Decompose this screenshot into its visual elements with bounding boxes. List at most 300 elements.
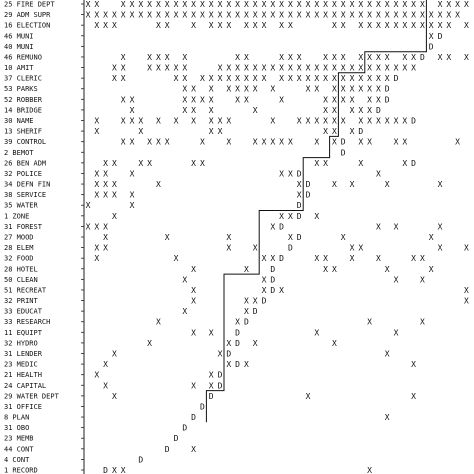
diagonal-mark: D	[208, 391, 214, 401]
x-mark: X	[199, 10, 205, 20]
x-mark: X	[331, 10, 337, 20]
x-mark: X	[191, 116, 197, 126]
x-mark: X	[252, 84, 258, 94]
x-mark: X	[411, 0, 417, 9]
x-mark: X	[182, 74, 188, 84]
x-mark: X	[120, 74, 126, 84]
x-mark: X	[463, 296, 469, 306]
row-label: 29 WATER DEPT	[4, 392, 59, 401]
x-mark: X	[191, 95, 197, 105]
x-mark: X	[243, 0, 249, 9]
x-mark: X	[375, 84, 381, 94]
x-mark: X	[103, 10, 109, 20]
x-mark: X	[120, 52, 126, 62]
x-mark: X	[331, 52, 337, 62]
diagonal-mark: D	[261, 296, 267, 306]
x-mark: X	[182, 0, 188, 9]
x-mark: X	[243, 10, 249, 20]
x-mark: X	[191, 328, 197, 338]
x-mark: X	[331, 105, 337, 115]
x-mark: X	[393, 137, 399, 147]
x-mark: X	[287, 169, 293, 179]
x-mark: X	[340, 84, 346, 94]
x-mark: X	[384, 349, 390, 359]
row-label: 25 FIRE DEPT	[4, 0, 55, 9]
x-mark: X	[349, 84, 355, 94]
x-mark: X	[226, 137, 232, 147]
x-mark: X	[323, 52, 329, 62]
row-label: 14 BRIDGE	[4, 106, 42, 115]
x-mark: X	[375, 169, 381, 179]
x-mark: X	[402, 137, 408, 147]
diagonal-mark: D	[235, 360, 241, 370]
x-mark: X	[155, 21, 161, 31]
x-mark: X	[287, 211, 293, 221]
x-mark: X	[261, 74, 267, 84]
x-mark: X	[243, 264, 249, 274]
x-mark: X	[375, 21, 381, 31]
row-label: 16 ELECTION	[4, 21, 51, 30]
x-mark: X	[375, 52, 381, 62]
x-mark: X	[296, 0, 302, 9]
x-mark: X	[111, 180, 117, 190]
row-label: 33 RESEARCH	[4, 318, 51, 327]
x-mark: X	[208, 328, 214, 338]
x-mark: X	[463, 243, 469, 253]
x-mark: X	[358, 0, 364, 9]
x-mark: X	[287, 233, 293, 242]
x-mark: X	[367, 317, 373, 327]
x-mark: X	[252, 137, 258, 147]
x-mark: X	[235, 74, 241, 84]
x-mark: X	[393, 328, 399, 338]
row-label: 33 EDUCAT	[4, 307, 42, 316]
x-mark: X	[111, 158, 117, 168]
x-mark: X	[340, 233, 346, 242]
x-mark: X	[402, 10, 408, 20]
x-mark: X	[384, 21, 390, 31]
x-mark: X	[437, 0, 443, 9]
diagonal-mark: D	[270, 275, 276, 285]
x-mark: X	[208, 0, 214, 9]
diagonal-mark: D	[279, 222, 285, 232]
x-mark: X	[164, 52, 170, 62]
diagonal-mark: D	[103, 466, 109, 474]
x-mark: X	[402, 158, 408, 168]
x-mark: X	[235, 0, 241, 9]
x-mark: X	[217, 21, 223, 31]
x-mark: X	[393, 275, 399, 285]
x-mark: X	[463, 52, 469, 62]
diagonal-mark: D	[191, 413, 197, 423]
x-mark: X	[270, 137, 276, 147]
x-mark: X	[437, 10, 443, 20]
x-mark: X	[261, 275, 267, 285]
x-mark: X	[287, 0, 293, 9]
diagonal-mark: D	[411, 116, 417, 126]
x-mark: X	[287, 10, 293, 20]
x-mark: X	[428, 264, 434, 274]
x-mark: X	[305, 84, 311, 94]
row-label: 52 ROBBER	[4, 95, 42, 104]
x-mark: X	[138, 158, 144, 168]
diagonal-mark: D	[243, 317, 249, 327]
x-mark: X	[103, 21, 109, 31]
x-mark: X	[85, 0, 91, 9]
x-mark: X	[147, 63, 153, 73]
x-mark: X	[173, 63, 179, 73]
x-mark: X	[138, 10, 144, 20]
x-mark: X	[296, 180, 302, 190]
x-mark: X	[252, 0, 258, 9]
x-mark: X	[155, 137, 161, 147]
row-label: 35 WATER	[4, 201, 38, 210]
x-mark: X	[446, 52, 452, 62]
x-mark: X	[208, 10, 214, 20]
diagonal-mark: D	[164, 444, 170, 454]
x-mark: X	[182, 52, 188, 62]
diagonal-mark: D	[384, 95, 390, 105]
x-mark: X	[437, 21, 443, 31]
x-mark: X	[384, 116, 390, 126]
x-mark: X	[367, 10, 373, 20]
x-mark: X	[419, 317, 425, 327]
x-mark: X	[375, 254, 381, 264]
x-mark: X	[217, 10, 223, 20]
x-mark: X	[111, 21, 117, 31]
x-mark: X	[367, 63, 373, 73]
x-mark: X	[358, 158, 364, 168]
x-mark: X	[358, 137, 364, 147]
x-mark: X	[314, 254, 320, 264]
diagonal-mark: D	[279, 254, 285, 264]
x-mark: X	[463, 285, 469, 295]
x-mark: X	[243, 52, 249, 62]
x-mark: X	[155, 317, 161, 327]
x-mark: X	[243, 360, 249, 370]
x-mark: X	[331, 95, 337, 105]
x-mark: X	[182, 84, 188, 94]
x-mark: X	[358, 63, 364, 73]
x-mark: X	[367, 105, 373, 115]
x-mark: X	[103, 243, 109, 253]
x-mark: X	[331, 21, 337, 31]
x-mark: X	[208, 84, 214, 94]
diagonal-mark: D	[296, 211, 302, 221]
x-mark: X	[111, 74, 117, 84]
row-label: 31 LENDER	[4, 350, 42, 358]
x-mark: X	[226, 84, 232, 94]
x-mark: X	[305, 116, 311, 126]
x-mark: X	[120, 95, 126, 105]
x-mark: X	[367, 74, 373, 84]
x-mark: X	[296, 74, 302, 84]
x-mark: X	[217, 127, 223, 137]
x-mark: X	[270, 254, 276, 264]
x-mark: X	[331, 116, 337, 126]
x-mark: X	[349, 95, 355, 105]
x-mark: X	[331, 338, 337, 348]
x-mark: X	[120, 116, 126, 126]
x-mark: X	[270, 222, 276, 232]
x-mark: X	[402, 21, 408, 31]
diagonal-mark: D	[182, 423, 188, 433]
x-mark: X	[358, 52, 364, 62]
x-mark: X	[261, 63, 267, 73]
x-mark: X	[147, 158, 153, 168]
x-mark: X	[279, 95, 285, 105]
x-mark: X	[393, 10, 399, 20]
x-mark: X	[393, 63, 399, 73]
x-mark: X	[402, 63, 408, 73]
x-mark: X	[375, 95, 381, 105]
x-mark: X	[331, 74, 337, 84]
diagonal-mark: D	[235, 338, 241, 348]
x-mark: X	[120, 63, 126, 73]
x-mark: X	[375, 222, 381, 232]
x-mark: X	[111, 349, 117, 359]
x-mark: X	[111, 63, 117, 73]
x-mark: X	[331, 0, 337, 9]
x-mark: X	[103, 233, 109, 242]
x-mark: X	[164, 63, 170, 73]
x-mark: X	[375, 74, 381, 84]
x-mark: X	[375, 116, 381, 126]
x-mark: X	[226, 21, 232, 31]
x-mark: X	[103, 190, 109, 200]
x-mark: X	[226, 233, 232, 242]
x-mark: X	[305, 63, 311, 73]
x-mark: X	[384, 264, 390, 274]
x-mark: X	[446, 10, 452, 20]
x-mark: X	[129, 190, 135, 200]
x-mark: X	[191, 10, 197, 20]
diagonal-mark: D	[199, 402, 205, 412]
diagonal-mark: D	[226, 349, 232, 359]
x-mark: X	[349, 10, 355, 20]
x-mark: X	[120, 0, 126, 9]
row-label: 23 MEDIC	[4, 360, 38, 369]
x-mark: X	[384, 0, 390, 9]
x-mark: X	[261, 21, 267, 31]
x-mark: X	[314, 211, 320, 221]
x-mark: X	[419, 10, 425, 20]
x-mark: X	[147, 338, 153, 348]
x-mark: X	[375, 0, 381, 9]
x-mark: X	[375, 63, 381, 73]
x-mark: X	[270, 84, 276, 94]
x-mark: X	[103, 360, 109, 370]
x-mark: X	[331, 84, 337, 94]
x-mark: X	[226, 116, 232, 126]
x-mark: X	[446, 0, 452, 9]
x-mark: X	[252, 63, 258, 73]
x-mark: X	[226, 74, 232, 84]
x-mark: X	[428, 233, 434, 242]
x-mark: X	[358, 21, 364, 31]
x-mark: X	[94, 21, 100, 31]
x-mark: X	[252, 296, 258, 306]
x-mark: X	[182, 63, 188, 73]
x-mark: X	[419, 0, 425, 9]
x-mark: X	[120, 10, 126, 20]
x-mark: X	[235, 10, 241, 20]
x-mark: X	[111, 466, 117, 474]
x-mark: X	[331, 137, 337, 147]
row-label: 50 CLEAN	[4, 275, 38, 284]
row-label: 38 SERVICE	[4, 191, 47, 200]
x-mark: X	[367, 137, 373, 147]
x-mark: X	[305, 391, 311, 401]
x-mark: X	[384, 63, 390, 73]
x-mark: X	[252, 10, 258, 20]
diagonal-mark: D	[428, 42, 434, 52]
x-mark: X	[243, 84, 249, 94]
x-mark: X	[217, 0, 223, 9]
x-mark: X	[129, 169, 135, 179]
x-mark: X	[402, 116, 408, 126]
x-mark: X	[279, 0, 285, 9]
x-mark: X	[261, 254, 267, 264]
diagonal-mark: D	[296, 201, 302, 211]
x-mark: X	[155, 52, 161, 62]
x-mark: X	[191, 84, 197, 94]
row-label: 32 FOOD	[4, 254, 34, 263]
x-mark: X	[155, 63, 161, 73]
x-mark: X	[314, 0, 320, 9]
x-mark: X	[129, 95, 135, 105]
x-mark: X	[323, 105, 329, 115]
x-mark: X	[314, 158, 320, 168]
row-label: 51 RECREAT	[4, 286, 47, 295]
x-mark: X	[252, 243, 258, 253]
x-mark: X	[367, 466, 373, 474]
row-label: 10 AMIT	[4, 64, 34, 73]
x-mark: X	[305, 0, 311, 9]
row-label: 31 OBO	[4, 424, 30, 433]
diagonal-mark: D	[340, 148, 346, 158]
x-mark: X	[226, 63, 232, 73]
x-mark: X	[323, 264, 329, 274]
x-mark: X	[314, 10, 320, 20]
x-mark: X	[94, 190, 100, 200]
x-mark: X	[393, 116, 399, 126]
x-mark: X	[349, 105, 355, 115]
x-mark: X	[208, 105, 214, 115]
x-mark: X	[349, 74, 355, 84]
x-mark: X	[191, 444, 197, 454]
x-mark: X	[279, 211, 285, 221]
x-mark: X	[129, 105, 135, 115]
diagonal-mark: D	[384, 84, 390, 94]
x-mark: X	[235, 95, 241, 105]
x-mark: X	[331, 63, 337, 73]
row-label: 13 SHERIF	[4, 127, 42, 136]
x-mark: X	[305, 10, 311, 20]
x-mark: X	[191, 264, 197, 274]
diagonal-mark: D	[217, 381, 223, 391]
x-mark: X	[367, 116, 373, 126]
x-mark: X	[217, 63, 223, 73]
row-label: 30 NAME	[4, 117, 34, 125]
x-mark: X	[428, 21, 434, 31]
x-mark: X	[463, 0, 469, 9]
row-label: 31 OFFICE	[4, 402, 42, 411]
x-mark: X	[296, 63, 302, 73]
row-label: 32 PRINT	[4, 297, 38, 306]
x-mark: X	[199, 74, 205, 84]
x-mark: X	[323, 10, 329, 20]
x-mark: X	[296, 52, 302, 62]
x-mark: X	[349, 180, 355, 190]
x-mark: X	[235, 63, 241, 73]
x-mark: X	[384, 10, 390, 20]
x-mark: X	[173, 0, 179, 9]
x-mark: X	[455, 0, 461, 9]
x-mark: X	[437, 243, 443, 253]
x-mark: X	[279, 285, 285, 295]
x-mark: X	[191, 158, 197, 168]
x-mark: X	[164, 10, 170, 20]
row-label: 11 EQUIPT	[4, 328, 42, 337]
x-mark: X	[226, 338, 232, 348]
x-mark: X	[419, 21, 425, 31]
x-mark: X	[155, 180, 161, 190]
diagonal-mark: D	[296, 169, 302, 179]
x-mark: X	[155, 10, 161, 20]
row-label: 46 REMUNO	[4, 53, 42, 62]
x-mark: X	[164, 233, 170, 242]
x-mark: X	[402, 0, 408, 9]
x-mark: X	[358, 74, 364, 84]
x-mark: X	[226, 10, 232, 20]
x-mark: X	[252, 338, 258, 348]
x-mark: X	[314, 116, 320, 126]
x-mark: X	[85, 222, 91, 232]
x-mark: X	[340, 10, 346, 20]
row-label: 24 CAPITAL	[4, 381, 47, 390]
x-mark: X	[182, 95, 188, 105]
x-mark: X	[358, 116, 364, 126]
x-mark: X	[235, 52, 241, 62]
diagonal-mark: D	[252, 307, 258, 317]
x-mark: X	[287, 137, 293, 147]
diagonal-mark: D	[138, 455, 144, 465]
diagonal-mark: D	[393, 74, 399, 84]
x-mark: X	[437, 180, 443, 190]
x-mark: X	[279, 169, 285, 179]
x-mark: X	[419, 275, 425, 285]
x-mark: X	[393, 222, 399, 232]
x-mark: X	[331, 127, 337, 137]
x-mark: X	[147, 10, 153, 20]
row-label: 32 POLICE	[4, 169, 42, 178]
x-mark: X	[235, 317, 241, 327]
x-mark: X	[173, 74, 179, 84]
x-mark: X	[279, 21, 285, 31]
x-mark: X	[323, 254, 329, 264]
x-mark: X	[129, 201, 135, 211]
x-mark: X	[279, 10, 285, 20]
x-mark: X	[199, 158, 205, 168]
x-mark: X	[384, 52, 390, 62]
x-mark: X	[314, 63, 320, 73]
x-mark: X	[94, 222, 100, 232]
x-mark: X	[252, 21, 258, 31]
x-mark: X	[191, 381, 197, 391]
x-mark: X	[191, 0, 197, 9]
x-mark: X	[147, 0, 153, 9]
